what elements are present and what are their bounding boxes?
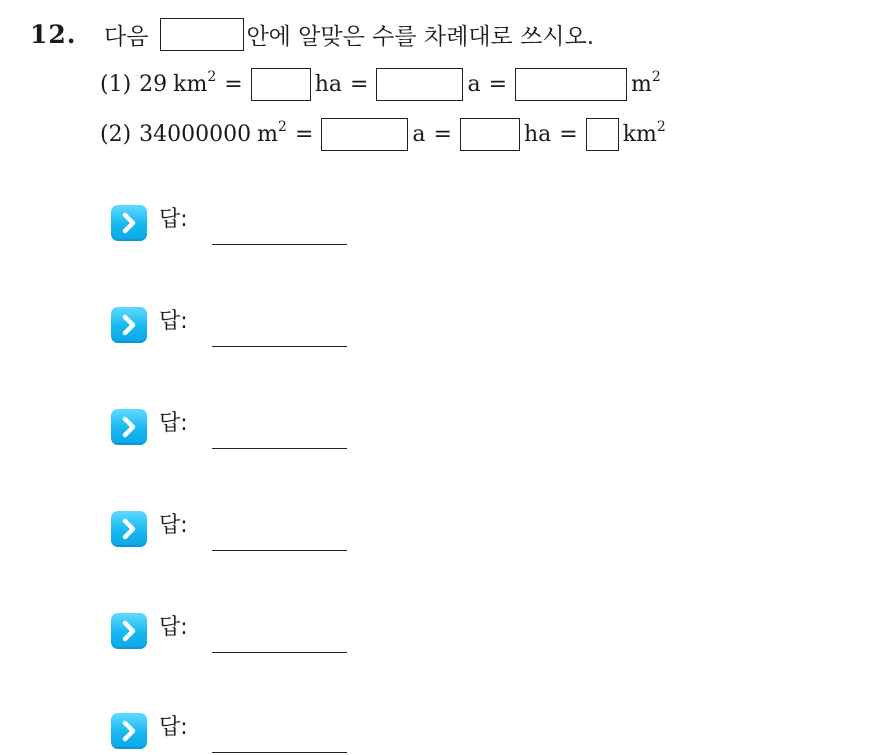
chevron-right-icon — [111, 713, 147, 749]
question-header — [30, 14, 595, 54]
answer-label: 답: — [159, 207, 188, 232]
answer-input-line[interactable] — [212, 244, 347, 245]
answer-input-line[interactable] — [212, 346, 347, 347]
answer-label: 답: — [159, 715, 188, 740]
question-text — [104, 14, 594, 54]
equals-sign: = — [224, 71, 243, 97]
answer-blank-1-3[interactable] — [515, 68, 627, 101]
equals-sign: = — [559, 121, 578, 147]
answer-label: 답: — [159, 309, 188, 334]
equals-sign: = — [488, 71, 508, 97]
answer-input-line[interactable] — [212, 448, 347, 449]
unit-m2: $m^2$ — [631, 68, 661, 98]
equals-sign: = — [433, 121, 452, 147]
answer-input-line[interactable] — [212, 652, 347, 653]
answer-blank-1-2[interactable] — [376, 68, 463, 101]
problem-line-1 — [100, 64, 661, 104]
answer-blank-2-2[interactable] — [460, 118, 520, 151]
question-text-after: 안에 알맞은 수를 차례대로 쓰시오. — [246, 23, 595, 50]
chevron-right-icon — [111, 613, 147, 649]
unit-ha: ha — [523, 121, 552, 147]
chevron-right-icon — [111, 511, 147, 547]
answer-input-line[interactable] — [212, 752, 347, 753]
equals-sign: = — [294, 121, 314, 147]
answer-input-line[interactable] — [212, 550, 347, 551]
item-index: (2) — [100, 121, 132, 147]
unit-m2: $m^2$ — [257, 118, 287, 148]
problem-line-2 — [100, 114, 666, 154]
answer-label: 답: — [159, 411, 188, 436]
answer-blank-1-1[interactable] — [251, 68, 311, 101]
unit-a: a — [412, 121, 426, 147]
answer-label: 답: — [159, 615, 188, 640]
answer-blank-2-3[interactable] — [586, 118, 619, 151]
unit-km2: $km^2$ — [622, 118, 666, 148]
item-value: 34000000 — [139, 121, 252, 147]
item-index: (1) — [100, 71, 132, 97]
answer-blank-2-1[interactable] — [321, 118, 408, 151]
answer-label: 답: — [159, 513, 188, 538]
unit-km: $km^2$ — [173, 68, 217, 98]
blank-box — [160, 18, 244, 51]
question-number: 12. — [30, 19, 77, 49]
chevron-right-icon — [111, 307, 147, 343]
unit-a: a — [467, 71, 481, 97]
question-text-before: 다음 — [104, 23, 149, 50]
chevron-right-icon — [111, 409, 147, 445]
chevron-right-icon — [111, 205, 147, 241]
equals-sign: = — [350, 71, 369, 97]
unit-ha: ha — [314, 71, 343, 97]
item-value: 29 — [139, 71, 168, 97]
